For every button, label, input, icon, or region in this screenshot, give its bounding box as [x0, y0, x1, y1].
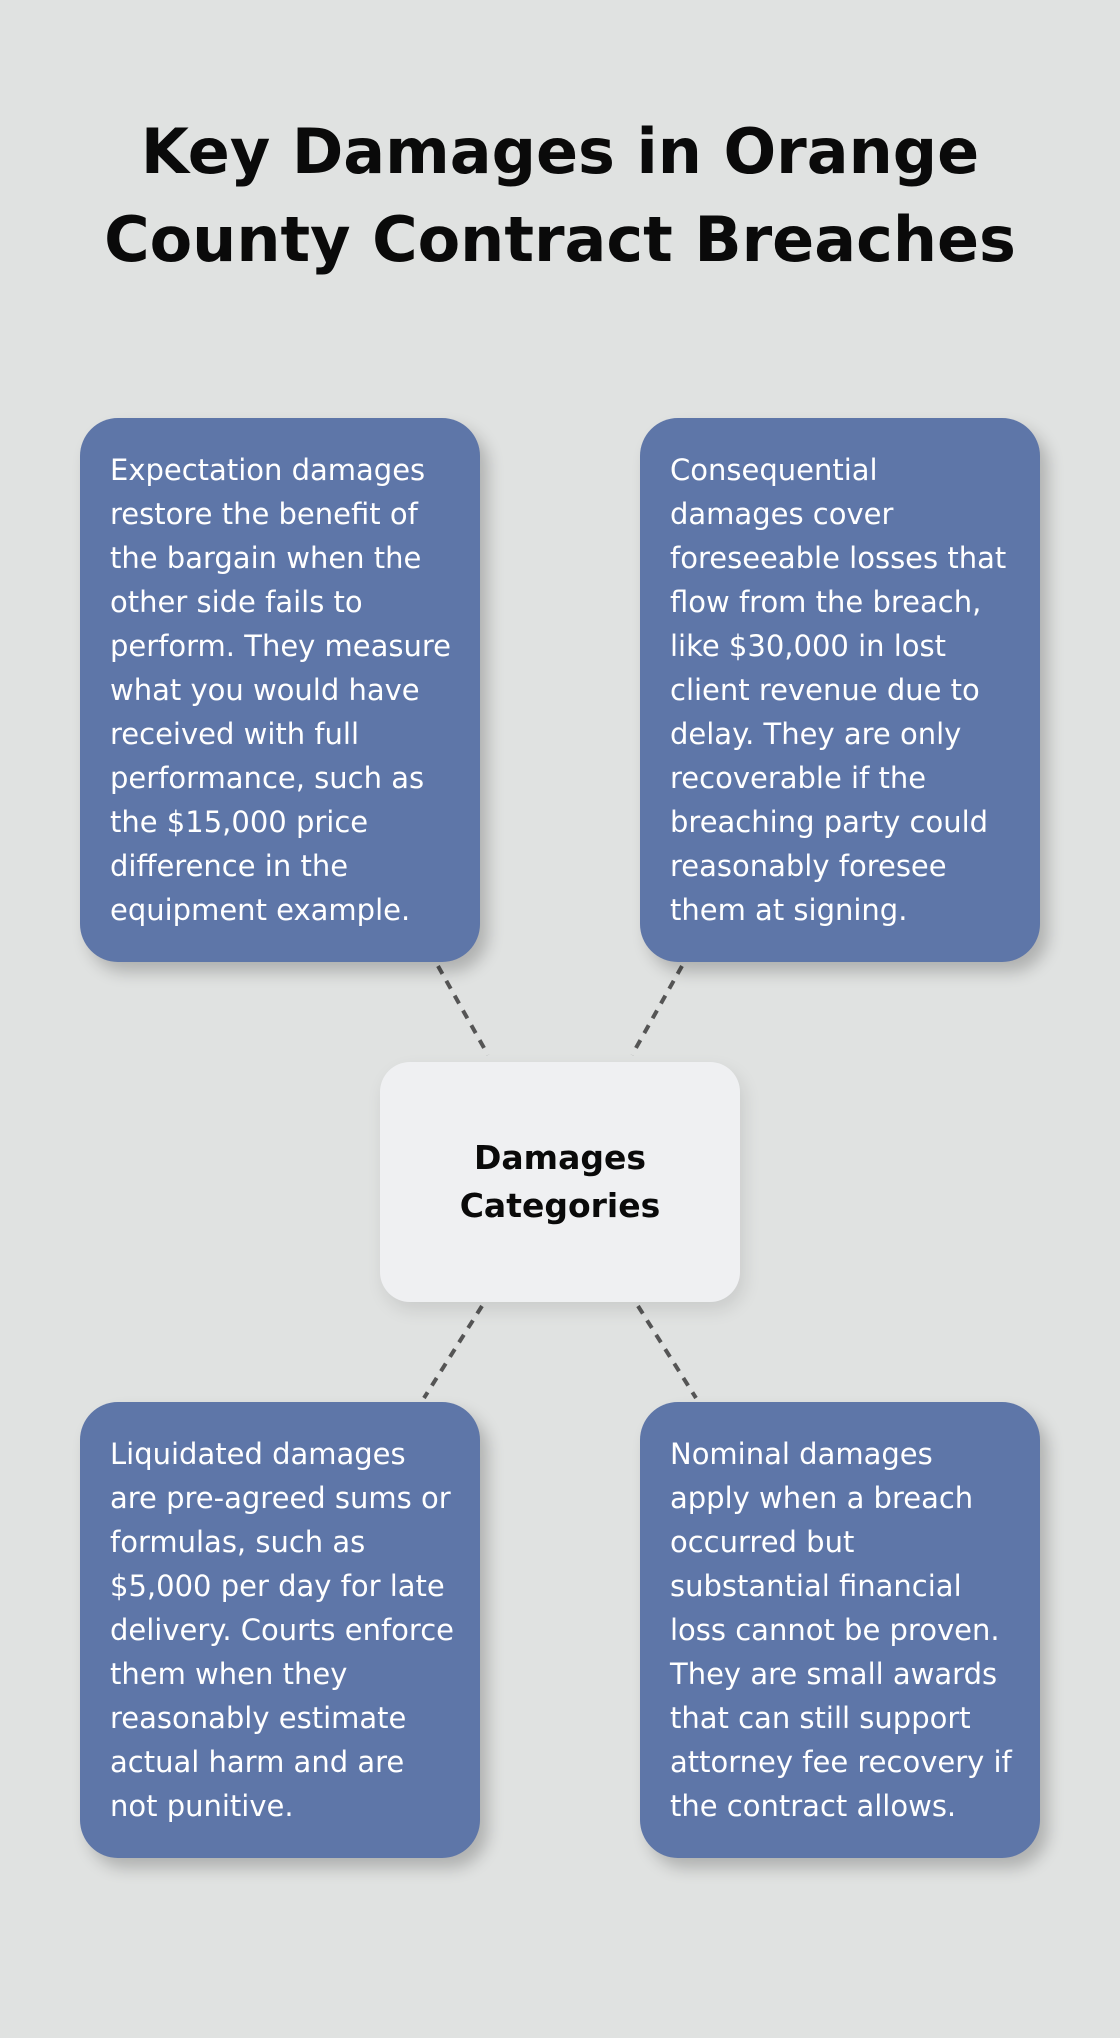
connector-top-left [438, 966, 488, 1055]
card-consequential-damages: Consequential damages cover foreseeable losses that flow from the breach, like $30,000 in lost client revenue due to delay. They are only recoverable if the breaching party could reasonably foresee them at signing. [640, 418, 1040, 962]
center-label: Damages Categories [459, 1138, 661, 1225]
connector-top-right [632, 966, 682, 1055]
card-nominal-damages: Nominal damages apply when a breach occurred but substantial financial loss cannot be proven. They are small awards that can still support attorney fee recovery if the contract allows. [640, 1402, 1040, 1858]
card-liquidated-damages: Liquidated damages are pre-agreed sums or formulas, such as $5,000 per day for late delivery. Courts enforce them when they reasonably estimate actual harm and are not punitive. [80, 1402, 480, 1858]
card-expectation-damages: Expectation damages restore the benefit of the bargain when the other side fails to perform. They measure what you would have received with full performance, such as the $15,000 price difference in the equipment example. [80, 418, 480, 962]
diagram-title: Key Damages in Orange County Contract Breaches [104, 115, 1016, 276]
connector-bottom-left [424, 1306, 482, 1398]
connector-bottom-right [638, 1306, 696, 1398]
center-node [380, 1062, 740, 1302]
